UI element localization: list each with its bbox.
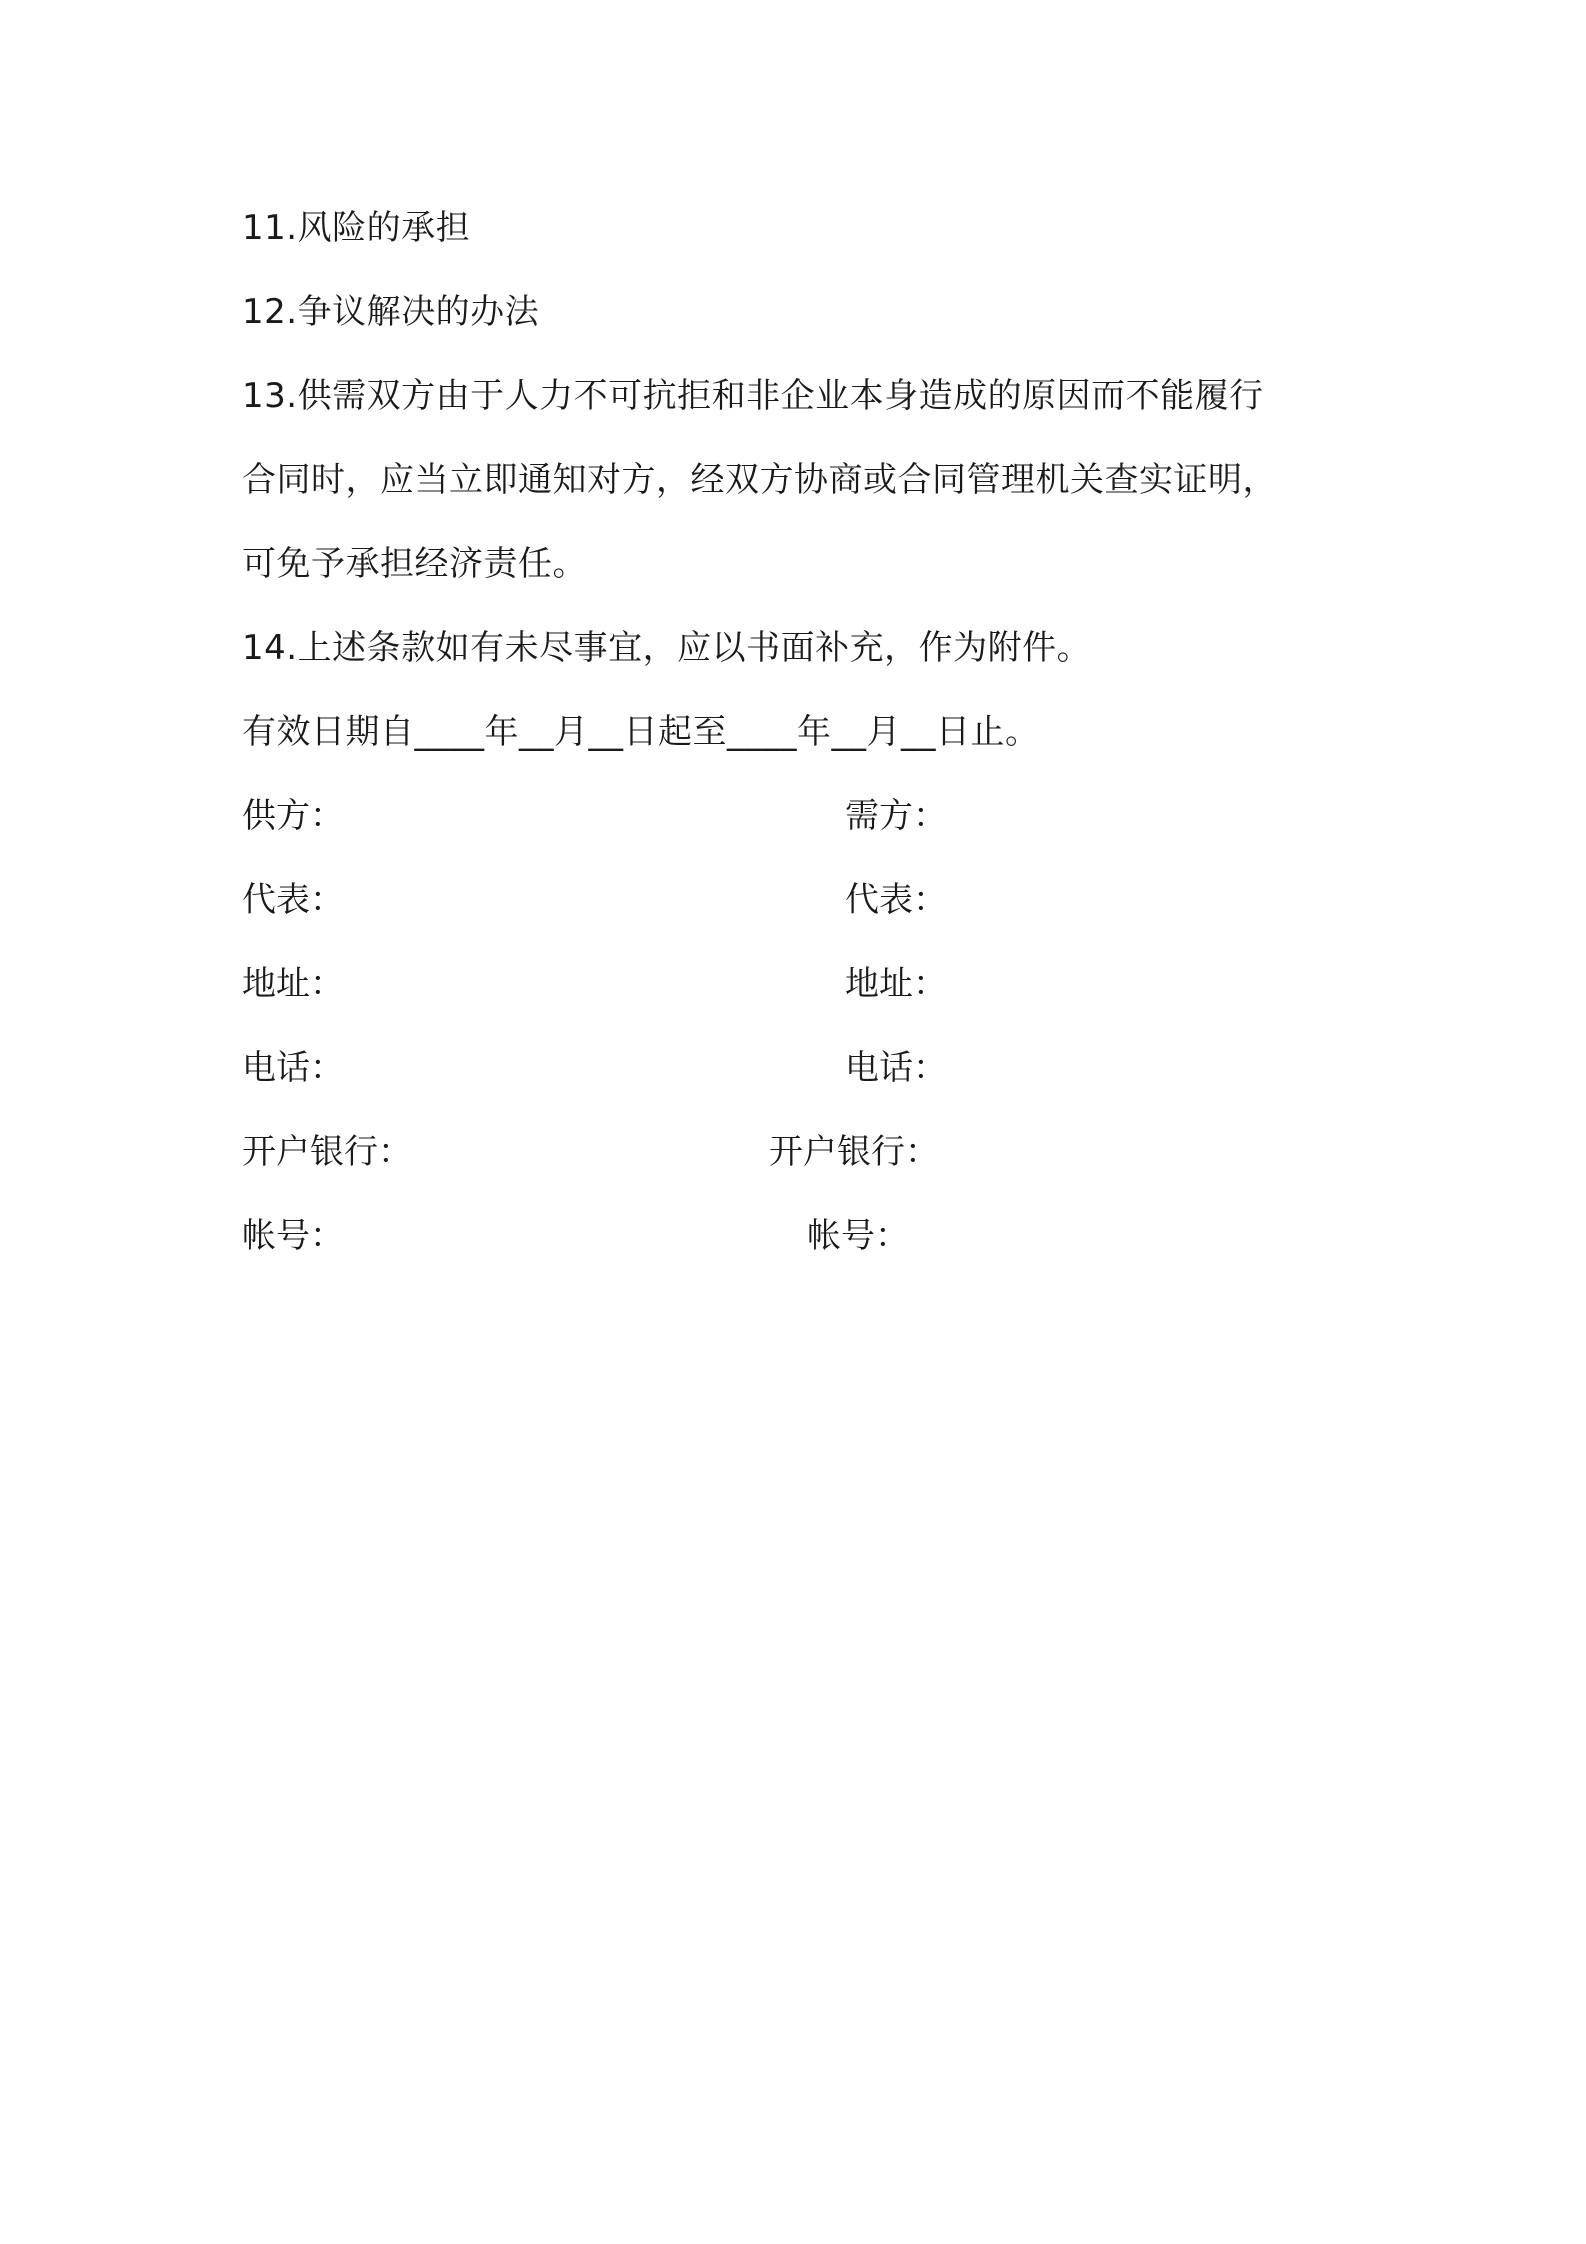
clause-12: 12.争议解决的办法 [242, 292, 540, 332]
supplier-address-label: 地址： [242, 964, 344, 1004]
supplier-party-label: 供方： [242, 796, 344, 836]
supplier-account-label: 帐号： [242, 1216, 344, 1256]
supplier-bank-label: 开户银行： [242, 1132, 412, 1172]
buyer-account-label: 帐号： [807, 1216, 909, 1256]
clause-14: 14.上述条款如有未尽事宜，应以书面补充，作为附件。 [242, 628, 1092, 668]
buyer-address-label: 地址： [845, 964, 947, 1004]
supplier-phone-label: 电话： [242, 1048, 344, 1088]
clause-11: 11.风险的承担 [242, 208, 471, 248]
validity-period: 有效日期自____年__月__日起至____年__月__日止。 [242, 712, 1040, 752]
buyer-bank-label: 开户银行： [769, 1132, 939, 1172]
buyer-representative-label: 代表： [845, 880, 947, 920]
clause-13-line-1: 13.供需双方由于人力不可抗拒和非企业本身造成的原因而不能履行 [242, 376, 1264, 416]
clause-13-line-2: 合同时，应当立即通知对方，经双方协商或合同管理机关查实证明， [242, 460, 1277, 500]
buyer-party-label: 需方： [845, 796, 947, 836]
supplier-representative-label: 代表： [242, 880, 344, 920]
clause-13-line-3: 可免予承担经济责任。 [242, 544, 587, 584]
buyer-phone-label: 电话： [845, 1048, 947, 1088]
